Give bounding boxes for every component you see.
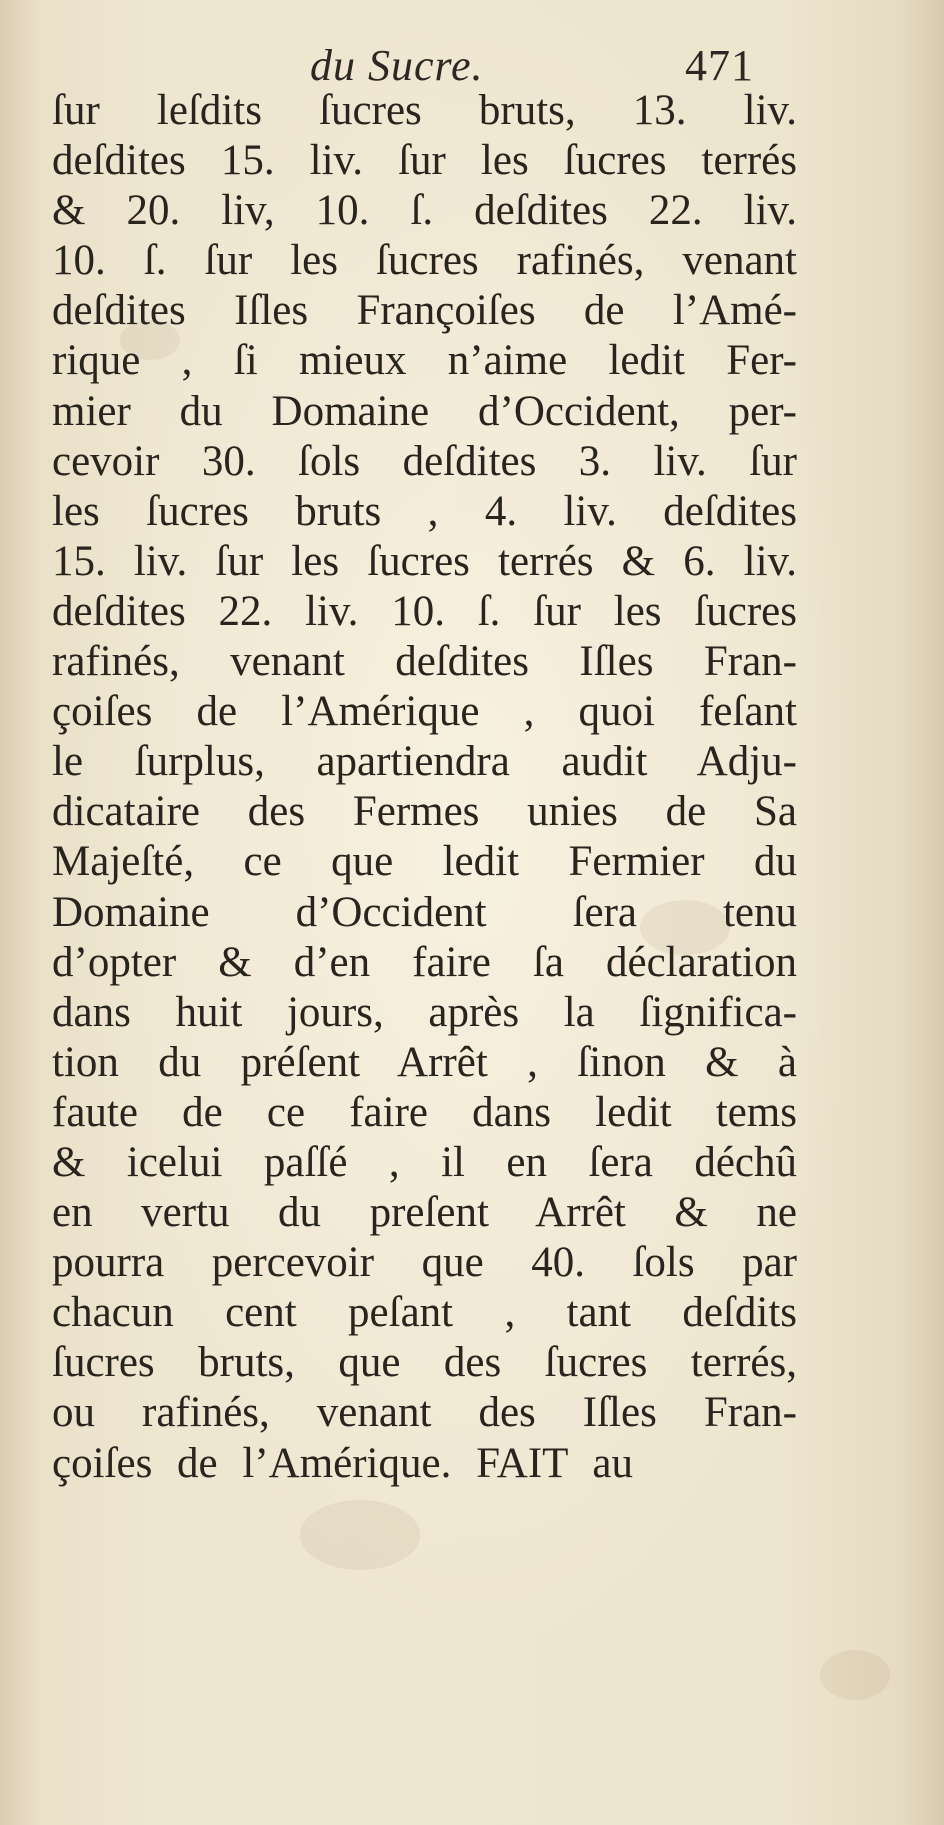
text-line: deſdites Iſles Françoiſes de l’Amé- (52, 287, 797, 335)
text-line: deſdites 15. liv. ſur les ſucres terrés (52, 137, 797, 185)
text-line: chacun cent peſant , tant deſdits (52, 1289, 797, 1337)
text-line: & icelui paſſé , il en ſera déchû (52, 1138, 797, 1186)
text-line: 15. liv. ſur les ſucres terrés & 6. liv. (52, 537, 797, 585)
text-line: les ſucres bruts , 4. liv. deſdites (52, 487, 797, 535)
text-line: Domaine d’Occident ſera tenu (52, 888, 797, 936)
text-line: rique , ſi mieux n’aime ledit Fer- (52, 337, 797, 385)
text-line: mier du Domaine d’Occident, per- (52, 387, 797, 435)
text-line: Majeſté, ce que ledit Fermier du (52, 838, 797, 886)
text-line: & 20. liv, 10. ſ. deſdites 22. liv. (52, 187, 797, 235)
text-line: faute de ce faire dans ledit tems (52, 1088, 797, 1136)
paper-stain (820, 1650, 890, 1700)
page-header (0, 38, 944, 88)
text-line: ſur leſdits ſucres bruts, 13. liv. (52, 87, 797, 134)
text-line: pourra percevoir que 40. ſols par (52, 1239, 797, 1287)
text-line: rafinés, venant deſdites Iſles Fran- (52, 638, 797, 686)
page-number: 471 (685, 41, 754, 90)
text-line: dicataire des Fermes unies de Sa (52, 788, 797, 836)
text-line: ſucres bruts, que des ſucres terrés, (52, 1339, 797, 1387)
text-line: le ſurplus, apartiendra audit Adju- (52, 738, 797, 786)
text-line: dans huit jours, après la ſignifica- (52, 988, 797, 1036)
running-title: du Sucre. (310, 41, 484, 90)
body-text (52, 86, 797, 1489)
text-line: en vertu du preſent Arrêt & ne (52, 1189, 797, 1237)
text-line: 10. ſ. ſur les ſucres rafinés, venant (52, 237, 797, 285)
text-line: çoiſes de l’Amérique , quoi feſant (52, 688, 797, 736)
text-line: ou rafinés, venant des Iſles Fran- (52, 1389, 797, 1437)
text-line: deſdites 22. liv. 10. ſ. ſur les ſucres (52, 587, 797, 635)
text-line: d’opter & d’en faire ſa déclaration (52, 938, 797, 986)
text-line: çoiſes de l’Amérique. FAIT au (52, 1439, 634, 1487)
text-line: cevoir 30. ſols deſdites 3. liv. ſur (52, 437, 797, 485)
paper-stain (300, 1500, 420, 1570)
text-line: tion du préſent Arrêt , ſinon & à (52, 1038, 797, 1086)
